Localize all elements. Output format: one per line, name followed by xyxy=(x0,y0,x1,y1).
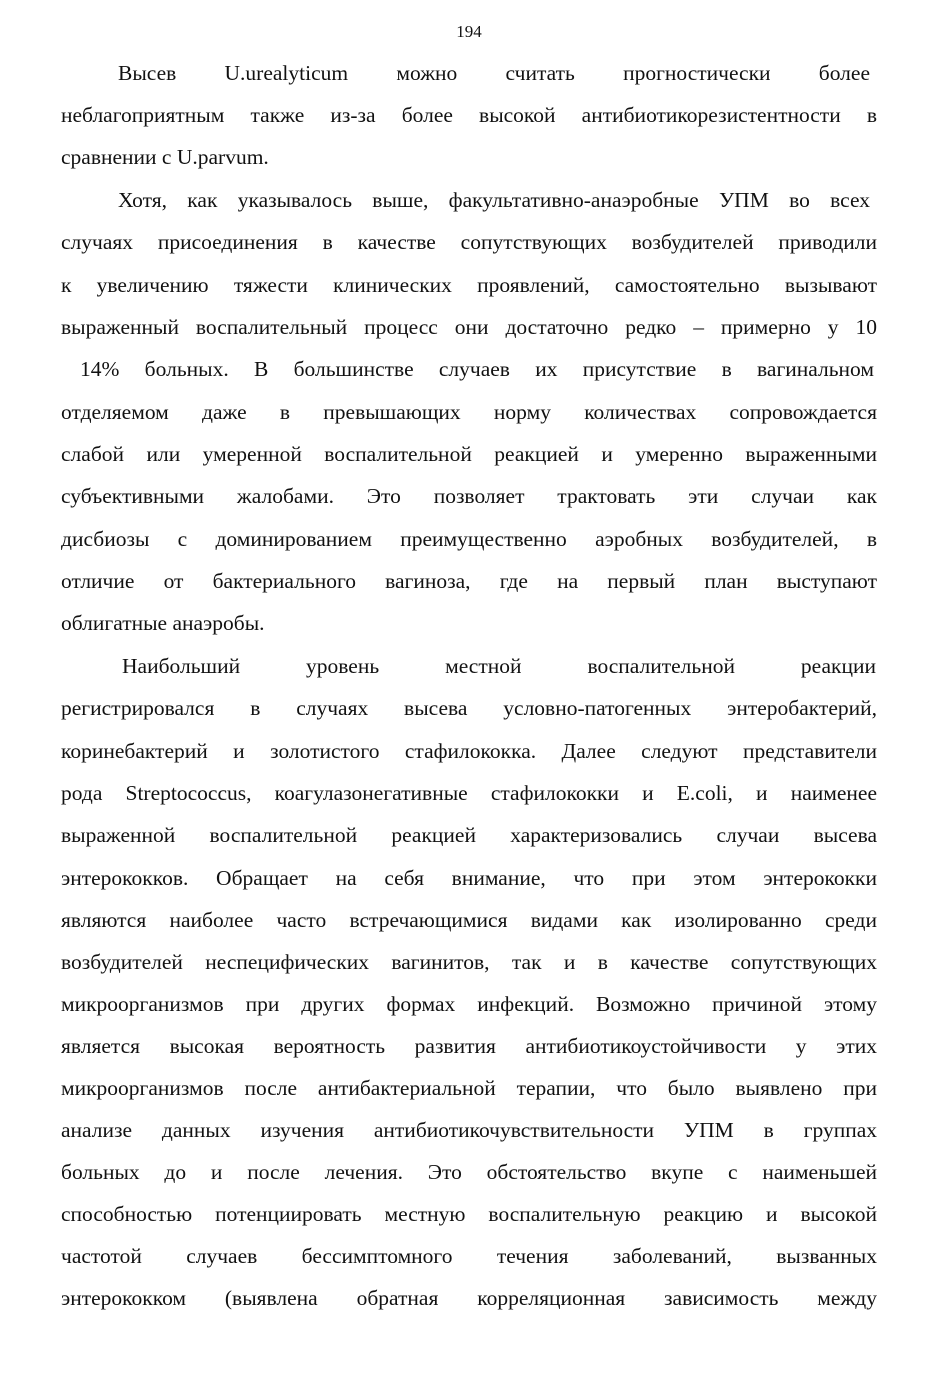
text-line: сравнении с U.parvum. xyxy=(61,145,269,169)
text-line: возбудителей неспецифических вагинитов, так и в качестве сопутствующих xyxy=(61,950,877,974)
text-line: выраженной воспалительной реакцией характеризовались случаи высева xyxy=(61,823,877,847)
text-line: способностью потенциировать местную воспалительную реакцию и высокой xyxy=(61,1202,877,1226)
text-line: Хотя, как указывалось выше, факультативно-анаэробные УПМ во всех xyxy=(118,188,870,212)
text-line: облигатные анаэробы. xyxy=(61,611,265,635)
page-number: 194 xyxy=(456,22,482,41)
text-line: дисбиозы с доминированием преимущественно аэробных возбудителей, в xyxy=(61,527,877,551)
text-line: отличие от бактериального вагиноза, где на первый план выступают xyxy=(61,569,877,593)
text-line: Наибольший уровень местной воспалительной реакции xyxy=(122,654,876,678)
text-line: энтерококков. Обращает на себя внимание, что при этом энтерококки xyxy=(61,866,877,890)
text-line: является высокая вероятность развития антибиотикоустойчивости у этих xyxy=(61,1034,877,1058)
text-line: микроорганизмов после антибактериальной терапии, что было выявлено при xyxy=(61,1076,877,1100)
text-line: слабой или умеренной воспалительной реакцией и умеренно выраженными xyxy=(61,442,877,466)
text-line: больных до и после лечения. Это обстоятельство вкупе с наименьшей xyxy=(61,1160,877,1184)
text-line: неблагоприятным также из-за более высокой антибиотикорезистентности в xyxy=(61,103,877,127)
text-line: отделяемом даже в превышающих норму количествах сопровождается xyxy=(61,400,877,424)
text-line: микроорганизмов при других формах инфекций. Возможно причиной этому xyxy=(61,992,877,1016)
text-line: случаях присоединения в качестве сопутствующих возбудителей приводили xyxy=(61,230,877,254)
text-line: выраженный воспалительный процесс они достаточно редко – примерно у 10 xyxy=(61,315,877,339)
text-line: энтерококком (выявлена обратная корреляционная зависимость между xyxy=(61,1286,877,1310)
text-line: к увеличению тяжести клинических проявлений, самостоятельно вызывают xyxy=(61,273,877,297)
text-line: Высев U.urealyticum можно считать прогностически более xyxy=(118,61,870,85)
text-line: субъективными жалобами. Это позволяет трактовать эти случаи как xyxy=(61,484,877,508)
text-line: 14% больных. В большинстве случаев их присутствие в вагинальном xyxy=(80,357,874,381)
text-line: коринебактерий и золотистого стафилококка. Далее следуют представители xyxy=(61,739,877,763)
text-line: рода Streptococcus, коагулазонегативные стафилококки и E.coli, и наименее xyxy=(61,781,877,805)
text-line: анализе данных изучения антибиотикочувствительности УПМ в группах xyxy=(61,1118,877,1142)
text-line: регистрировался в случаях высева условно-патогенных энтеробактерий, xyxy=(61,696,877,720)
text-line: частотой случаев бессимптомного течения заболеваний, вызванных xyxy=(61,1244,877,1268)
text-line: являются наиболее часто встречающимися видами как изолированно среди xyxy=(61,908,877,932)
